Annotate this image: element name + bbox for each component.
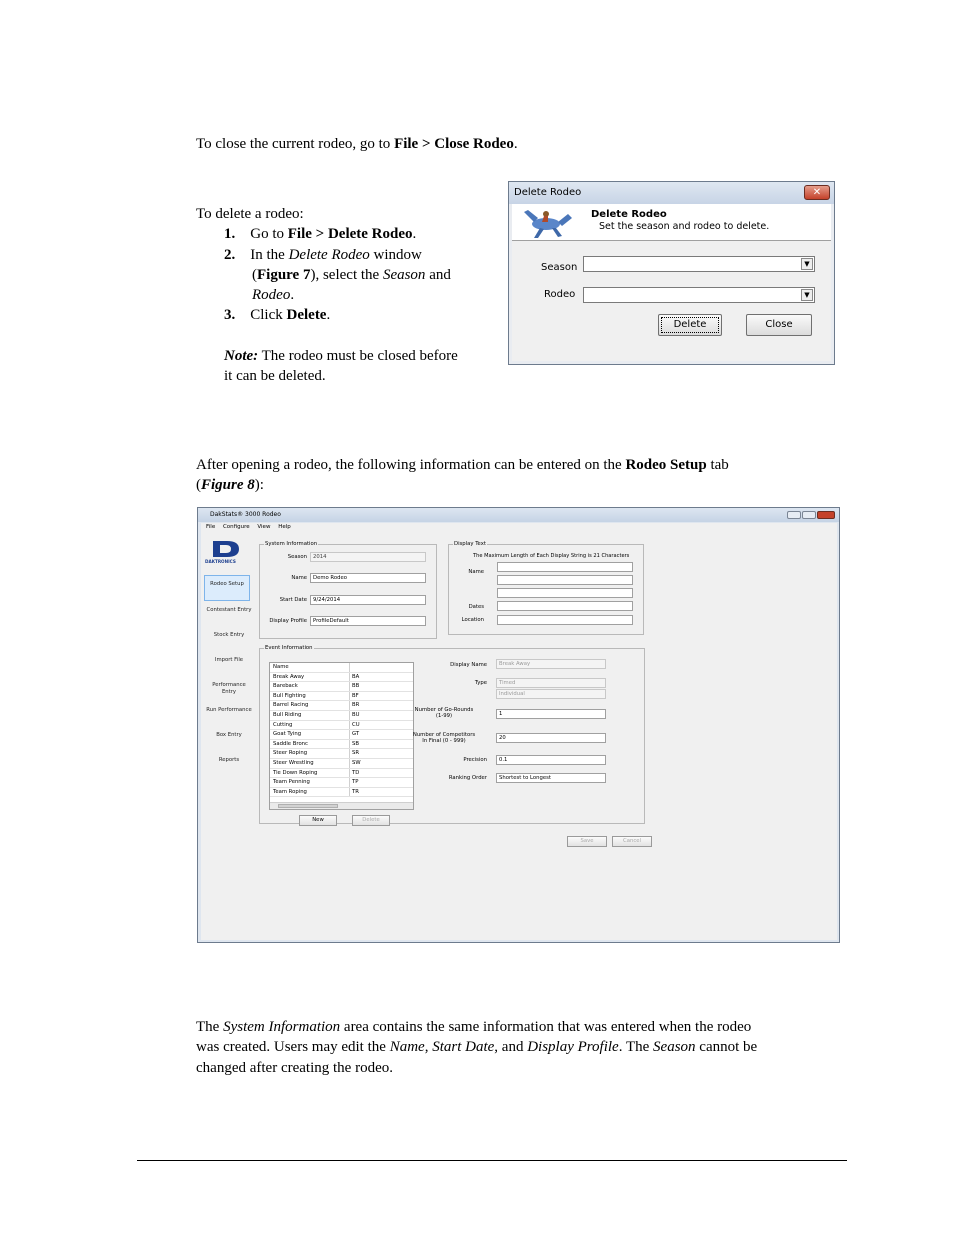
type-select[interactable]: Timed (496, 678, 606, 688)
bucking-horse-icon (516, 204, 578, 240)
display-name-line1[interactable] (497, 562, 633, 572)
event-list[interactable] (269, 662, 414, 810)
dialog-heading: Delete Rodeo (591, 209, 667, 220)
season-label: Season (541, 262, 578, 273)
dialog-title: Delete Rodeo (514, 187, 582, 198)
list-item[interactable]: Break Away BA (270, 673, 413, 683)
display-profile-label: Display Profile (269, 618, 307, 624)
setup-intro: After opening a rodeo, the following information can be entered on the Rodeo Setup tab (196, 457, 729, 473)
chevron-down-icon[interactable]: ▼ (801, 258, 813, 270)
maximize-icon[interactable] (802, 511, 816, 519)
note-cont: it can be deleted. (224, 368, 326, 384)
menu-view[interactable]: View (257, 524, 271, 530)
ranking-order-select[interactable]: Shortest to Longest (496, 773, 606, 783)
name-label: Name (291, 575, 307, 581)
system-info-paragraph-line1: The System Information area contains the same information that was entered when the rodeo (196, 1019, 752, 1035)
close-icon[interactable]: ✕ (804, 185, 830, 200)
chevron-down-icon[interactable]: ▼ (801, 289, 813, 301)
window-title: DakStats® 3000 Rodeo (210, 511, 281, 518)
nav-performance-entry[interactable]: Performance Entry (212, 682, 246, 695)
left-nav (201, 532, 251, 940)
dialog-header (512, 204, 831, 240)
menu-bar (201, 523, 837, 532)
location-field[interactable] (497, 615, 633, 625)
setup-intro-cont: (Figure 8): (196, 477, 264, 493)
dates-label: Dates (468, 604, 484, 610)
save-button[interactable]: Save (567, 836, 607, 847)
nav-import-file[interactable]: Import File (214, 657, 244, 663)
step-2-cont: (Figure 7), select the Season and (252, 267, 451, 283)
dialog-body (512, 240, 831, 361)
delete-button[interactable]: Delete (658, 314, 722, 336)
step-2: 2. In the Delete Rodeo window (224, 247, 422, 263)
event-display-name-select[interactable]: Break Away (496, 659, 606, 669)
minimize-icon[interactable] (787, 511, 801, 519)
step-2-cont2: Rodeo. (252, 287, 295, 303)
go-rounds-stepper[interactable]: 1 (496, 709, 606, 719)
dialog-subtext: Set the season and rodeo to delete. (599, 221, 770, 232)
list-item[interactable]: Steer Roping SR (270, 749, 413, 759)
dialog-title-bar (509, 182, 834, 204)
delete-rodeo-dialog (508, 181, 835, 365)
list-item[interactable]: Goat Tying GT (270, 730, 413, 740)
note: Note: The rodeo must be closed before (224, 348, 458, 364)
close-button[interactable]: Close (746, 314, 812, 336)
delete-event-button[interactable]: Delete (352, 815, 390, 826)
nav-box-entry[interactable]: Box Entry (216, 732, 242, 738)
list-item[interactable]: Cutting CU (270, 721, 413, 731)
nav-contestant-entry[interactable]: Contestant Entry (206, 607, 252, 613)
display-profile-select[interactable]: ProfileDefault (310, 616, 426, 626)
start-date-field[interactable]: 9/24/2014 (310, 595, 426, 605)
precision-select[interactable]: 0.1 (496, 755, 606, 765)
dates-field[interactable] (497, 601, 633, 611)
group-label: Event Information (265, 645, 313, 651)
close-icon[interactable] (817, 511, 835, 519)
daktronics-logo (211, 540, 243, 558)
type-select-2[interactable]: Individual (496, 689, 606, 699)
list-item[interactable]: Team Roping TR (270, 788, 413, 798)
system-info-paragraph-line2: was created. Users may edit the Name, Start Date, and Display Profile. The Season cannot be (196, 1039, 758, 1055)
list-item[interactable]: Saddle Bronc SB (270, 740, 413, 750)
name-field[interactable]: Demo Rodeo (310, 573, 426, 583)
display-text-group (448, 541, 644, 635)
start-date-label: Start Date (279, 597, 307, 603)
type-label: Type (474, 680, 487, 686)
rodeo-select[interactable] (583, 287, 815, 303)
delete-intro: To delete a rodeo: (196, 206, 304, 222)
nav-run-performance[interactable]: Run Performance (206, 707, 252, 713)
rodeo-setup-window (197, 507, 840, 943)
season-label: Season (287, 554, 307, 560)
display-name-line2[interactable] (497, 575, 633, 585)
list-item[interactable]: Tie Down Roping TD (270, 769, 413, 779)
step-3: 3. Click Delete. (224, 307, 331, 323)
competitors-stepper[interactable]: 20 (496, 733, 606, 743)
logo-text: DAKTRONICS (205, 559, 236, 564)
event-display-name-label: Display Name (450, 662, 487, 668)
system-information-group (259, 541, 437, 639)
list-item[interactable]: Team Penning TP (270, 778, 413, 788)
system-info-paragraph-line3: changed after creating the rodeo. (196, 1060, 393, 1076)
list-item[interactable]: Bareback BB (270, 682, 413, 692)
display-name-line3[interactable] (497, 588, 633, 598)
list-item[interactable]: Bull Fighting BF (270, 692, 413, 702)
ranking-order-label: Ranking Order (448, 775, 487, 781)
menu-help[interactable]: Help (278, 524, 291, 530)
group-label: Display Text (454, 541, 486, 547)
nav-reports[interactable]: Reports (218, 757, 240, 763)
list-header: Name (270, 663, 413, 673)
menu-file[interactable]: File (206, 524, 216, 530)
list-item[interactable]: Barrel Racing BR (270, 701, 413, 711)
location-label: Location (461, 617, 484, 623)
precision-label: Precision (463, 757, 487, 763)
go-rounds-label: Number of Go-Rounds (1-99) (414, 707, 474, 719)
close-rodeo-paragraph: To close the current rodeo, go to File > Close Rodeo. (196, 136, 518, 152)
season-select[interactable] (583, 256, 815, 272)
menu-configure[interactable]: Configure (222, 524, 250, 530)
step-1: 1. Go to File > Delete Rodeo. (224, 226, 417, 242)
season-field: 2014 (310, 552, 426, 562)
window-client (201, 532, 837, 940)
nav-stock-entry[interactable]: Stock Entry (213, 632, 245, 638)
nav-rodeo-setup[interactable]: Rodeo Setup (204, 575, 250, 601)
group-label: System Information (265, 541, 318, 547)
list-item[interactable]: Bull Riding BU (270, 711, 413, 721)
window-title-bar (198, 508, 839, 522)
display-name-label: Name (468, 569, 484, 575)
new-event-button[interactable]: New (299, 815, 337, 826)
rodeo-label: Rodeo (544, 289, 576, 300)
competitors-label: Number of Competitors In Final (0 - 999) (412, 732, 476, 744)
list-item[interactable]: Steer Wrestling SW (270, 759, 413, 769)
cancel-button[interactable]: Cancel (612, 836, 652, 847)
footer-rule (137, 1160, 847, 1161)
horizontal-scrollbar[interactable] (270, 802, 413, 809)
max-length-note: The Maximum Length of Each Display String is 21 Characters (473, 553, 630, 559)
